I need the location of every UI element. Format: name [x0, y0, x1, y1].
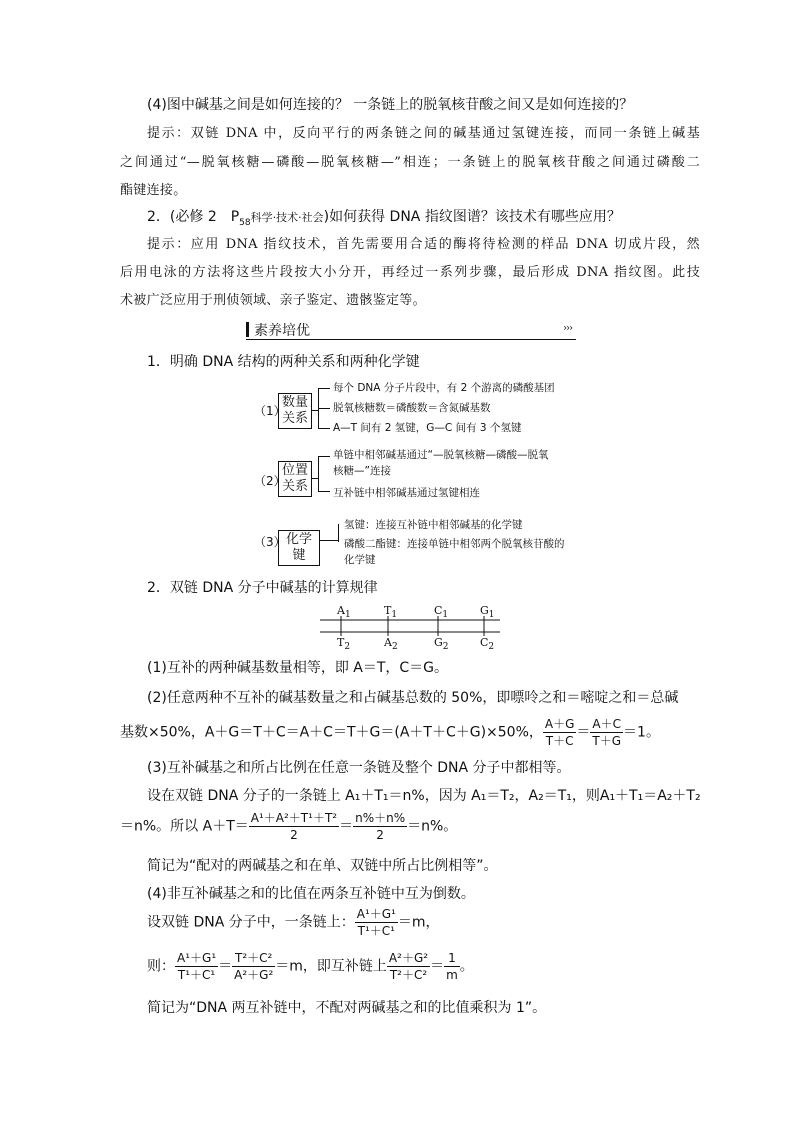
- rule-2-text: 基数×50%，A＋G＝T＋C＝A＋C＝T＋G＝(A＋T＋C＋G)×50%，: [120, 724, 543, 741]
- bottom-base-2: [384, 636, 398, 652]
- fraction-numerator: n%＋n%: [355, 811, 406, 825]
- hint-4-line2: 之间通过“—脱氧核糖—磷酸—脱氧核糖—”相连；一条链上的脱氧核苷酸之间通过磷酸二: [120, 155, 700, 170]
- group-1-branch-2: 脱氧核糖数＝磷酸数＝含氮碱基数: [333, 402, 491, 414]
- top-base-4: [480, 604, 495, 620]
- group-1-box: [278, 393, 312, 429]
- section-marker: [246, 322, 249, 337]
- fraction-denominator: T¹＋C¹: [177, 968, 216, 982]
- rule-2-line2: [120, 716, 660, 749]
- connector: [318, 456, 319, 492]
- base-sub: 1: [344, 610, 351, 621]
- group-1-number: （1）: [254, 404, 286, 418]
- rule-3-text: ＝n%。所以 A＋T＝: [120, 818, 249, 835]
- group-2-number: （2）: [254, 474, 286, 488]
- hint-4-line1: 提示：双链 DNA 中，反向平行的两条链之间的碱基通过氢键连接，而同一条链上碱基: [147, 126, 700, 141]
- rule-4-detail-line2: [147, 950, 474, 983]
- rule-2-line1: (2)任意两种不互补的碱基数量之和占碱基总数的 50%，即嘌呤之和＝嘧啶之和＝总碱: [147, 690, 679, 706]
- equals: ＝: [339, 818, 354, 835]
- rule-4-detail-line1: [147, 906, 440, 939]
- question-2-prefix: 2．(必修 2 P: [147, 209, 240, 225]
- group-2-branch-1a: 单链中相邻碱基通过“—脱氧核糖—磷酸—脱氧: [333, 449, 549, 461]
- question-2-rest: )如何获得 DNA 指纹图谱？该技术有哪些应用？: [323, 209, 621, 225]
- rule-3-detail-line2: [120, 810, 457, 843]
- group-3-branch-2b: 化学键: [344, 554, 376, 566]
- connector: [318, 456, 330, 457]
- base-sub: 2: [442, 642, 449, 653]
- fraction: [175, 950, 218, 983]
- fraction-denominator: T²＋C²: [389, 968, 428, 982]
- rule-4: (4)非互补碱基之和的比值在两条互补链中互为倒数。: [147, 886, 475, 902]
- section-title: 素养培优: [254, 323, 310, 339]
- question-2-page-sub: 58: [239, 217, 251, 228]
- rule-4-end: 。: [459, 958, 474, 975]
- connector: [319, 540, 339, 541]
- group-2-box: [278, 461, 312, 497]
- group-1-branch-3: A—T 间有 2 氢键，G—C 间有 3 个氢键: [333, 422, 522, 434]
- item-1-title: 1．明确 DNA 结构的两种关系和两种化学键: [147, 354, 420, 370]
- fraction-numerator: A＋C: [590, 716, 623, 733]
- base-letter: T: [337, 636, 345, 649]
- fraction-numerator: A¹＋G¹: [356, 907, 396, 921]
- group-1-box-line1: 数量: [281, 395, 308, 410]
- rule-2-end: ＝1。: [623, 724, 660, 741]
- fraction-denominator: T＋C: [545, 734, 574, 748]
- fraction: [590, 716, 623, 749]
- fraction-denominator: T＋G: [592, 734, 622, 748]
- base-letter: A: [337, 604, 345, 617]
- rule-3-detail-line1: 设在双链 DNA 分子的一条链上 A₁＋T₁＝n%，因为 A₁＝T₂，A₂＝T₁，则A₁＋T₁＝A₂＋T₂: [147, 788, 701, 804]
- base-letter: T: [384, 604, 392, 617]
- group-3-number: （3）: [254, 535, 286, 549]
- fraction-numerator: A²＋G²: [388, 951, 429, 965]
- base-sub: 2: [344, 642, 351, 653]
- fraction-numerator: 1: [444, 950, 460, 967]
- base-sub: 2: [488, 642, 495, 653]
- bottom-base-4: [480, 636, 494, 652]
- section-header: [246, 320, 576, 340]
- hint-2-line3: 术被广泛应用于刑侦领域、亲子鉴定、遗骸鉴定等。: [120, 293, 426, 308]
- fraction: [387, 950, 430, 983]
- fraction-numerator: A¹＋A²＋T¹＋T²: [250, 811, 338, 825]
- hint-2-line1: 提示：应用 DNA 指纹技术，首先需要用合适的酶将待检测的样品 DNA 切成片段，然: [147, 237, 700, 252]
- equals: ＝: [430, 958, 445, 975]
- base-letter: C: [480, 636, 489, 649]
- rule-4-text: 设双链 DNA 分子中，一条链上：: [147, 914, 355, 931]
- fraction-denominator: m: [446, 968, 458, 982]
- group-2-branch-2: 互补链中相邻碱基通过氢键相连: [333, 487, 480, 499]
- question-2-source: 科学·技术·社会: [250, 211, 324, 224]
- top-base-1: [337, 604, 351, 620]
- connector: [318, 408, 330, 409]
- rule-3-summary: 简记为“配对的两碱基之和在单、双链中所占比例相等”。: [147, 858, 498, 874]
- rule-4-mid: ＝m，即互补链上: [275, 958, 387, 975]
- rule-4-end: ＝m，: [397, 914, 440, 931]
- top-base-2: [384, 604, 397, 620]
- group-3-box: 化学键: [278, 530, 320, 566]
- equals: ＝: [576, 724, 591, 741]
- group-3-branch-2a: 磷酸二酯键：连接单链中相邻两个脱氧核苷酸的: [344, 538, 565, 550]
- connector: [318, 491, 330, 492]
- base-sub: 1: [391, 610, 398, 621]
- base-sub: 2: [391, 642, 398, 653]
- group-2-box-line1: 位置: [281, 463, 308, 478]
- equals: ＝: [218, 958, 233, 975]
- hint-2-line2: 后用电泳的方法将这些片段按大小分开，再经过一系列步骤，最后形成 DNA 指纹图。此技: [120, 265, 700, 280]
- group-1-branch-1: 每个 DNA 分子片段中，有 2 个游离的磷酸基团: [333, 382, 555, 394]
- fraction-numerator: A＋G: [544, 717, 575, 731]
- chevrons-icon: ›››: [563, 323, 572, 334]
- rule-4-summary: 简记为“DNA 两互补链中，不配对两碱基之和的比值乘积为 1”。: [147, 1000, 547, 1016]
- base-letter: C: [434, 604, 443, 617]
- fraction: [249, 810, 339, 843]
- rule-1: (1)互补的两种碱基数量相等，即 A＝T，C＝G。: [147, 660, 449, 676]
- connector: [318, 388, 330, 389]
- top-base-3: [434, 604, 448, 620]
- question-4: (4)图中碱基之间是如何连接的？ 一条链上的脱氧核苷酸之间又是如何连接的？: [147, 97, 634, 113]
- fraction: [444, 950, 460, 983]
- group-2-branch-1b: 核糖—”连接: [333, 465, 391, 477]
- item-2-title: 2．双链 DNA 分子中碱基的计算规律: [147, 580, 378, 596]
- connector: [318, 428, 330, 429]
- connector: [338, 524, 339, 542]
- question-2: [147, 207, 621, 233]
- fraction: [353, 810, 407, 843]
- bottom-base-1: [337, 636, 350, 652]
- fraction-denominator: A²＋G²: [234, 968, 274, 982]
- base-sub: 1: [442, 610, 449, 621]
- fraction-denominator: 2: [376, 828, 384, 842]
- rule-3-end: ＝n%。: [407, 818, 458, 835]
- group-3-branch-1: 氢键：连接互补链中相邻碱基的化学键: [344, 519, 523, 531]
- fraction: [543, 716, 577, 749]
- rule-3: (3)互补碱基之和所占比例在任意一条链及整个 DNA 分子中都相等。: [147, 760, 571, 776]
- base-sub: 1: [488, 610, 495, 621]
- fraction: [355, 906, 398, 939]
- rule-4-text: 则：: [147, 958, 175, 975]
- base-letter: A: [384, 636, 392, 649]
- fraction-denominator: T¹＋C¹: [357, 924, 395, 938]
- group-1-box-line2: 关系: [281, 411, 308, 426]
- group-2-box-line2: 关系: [281, 479, 308, 494]
- bottom-base-3: [434, 636, 449, 652]
- base-letter: G: [434, 636, 443, 649]
- fraction-numerator: T²＋C²: [232, 950, 275, 967]
- fraction-denominator: 2: [290, 828, 298, 842]
- section-rule: [246, 339, 576, 340]
- fraction-numerator: A¹＋G¹: [177, 951, 217, 965]
- base-letter: G: [480, 604, 489, 617]
- hint-4-line3: 酯键连接。: [120, 183, 187, 198]
- fraction: [232, 950, 275, 983]
